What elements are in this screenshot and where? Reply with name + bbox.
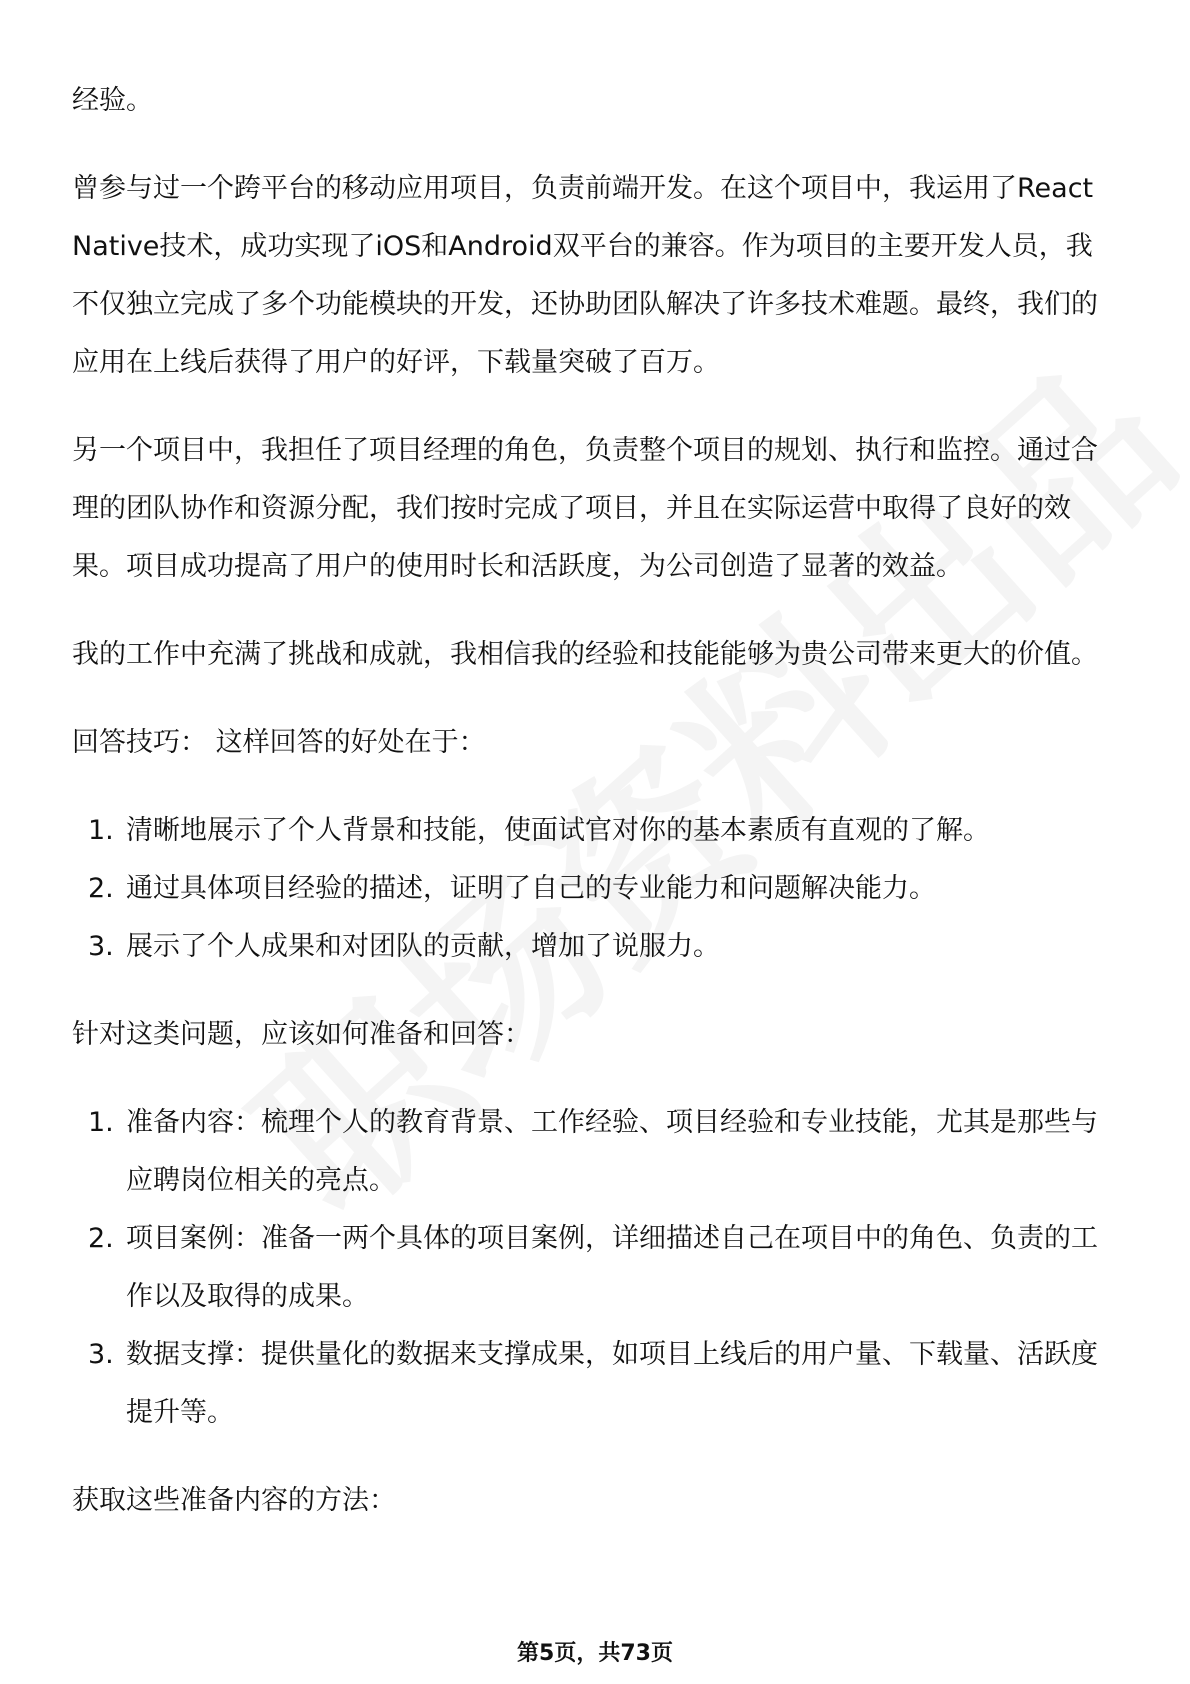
list-number: 3. bbox=[88, 1339, 114, 1370]
list-number: 1. bbox=[88, 815, 114, 846]
paragraph-project-manager: 另一个项目中，我担任了项目经理的角色，负责整个项目的规划、执行和监控。通过合理的团队协作和资源分配，我们按时完成了项目，并且在实际运营中取得了良好的效果。项目成功提高了用户的使用时长和活跃度，为公司创造了显著的效益。 bbox=[72, 435, 1098, 582]
prep-heading: 针对这类问题，应该如何准备和回答： bbox=[72, 1019, 531, 1050]
list-item bbox=[72, 1326, 1118, 1442]
document-body bbox=[72, 72, 1118, 1530]
page-number: 第5页，共73页 bbox=[517, 1641, 673, 1666]
list-item bbox=[72, 918, 1118, 976]
list-item bbox=[72, 802, 1118, 860]
list-number: 1. bbox=[88, 1107, 114, 1138]
paragraph-continuation: 经验。 bbox=[72, 85, 153, 116]
list-text: 项目案例：准备一两个具体的项目案例，详细描述自己在项目中的角色、负责的工作以及取得的成果。 bbox=[126, 1223, 1098, 1312]
list-number: 2. bbox=[88, 1223, 114, 1254]
paragraph-conclusion: 我的工作中充满了挑战和成就，我相信我的经验和技能能够为贵公司带来更大的价值。 bbox=[72, 639, 1098, 670]
list-text: 数据支撑：提供量化的数据来支撑成果，如项目上线后的用户量、下载量、活跃度提升等。 bbox=[126, 1339, 1098, 1428]
tips-list bbox=[72, 802, 1118, 976]
list-item bbox=[72, 1094, 1118, 1210]
tips-heading: 回答技巧： 这样回答的好处在于： bbox=[72, 727, 486, 758]
list-text: 清晰地展示了个人背景和技能，使面试官对你的基本素质有直观的了解。 bbox=[126, 815, 990, 846]
list-item bbox=[72, 860, 1118, 918]
list-item bbox=[72, 1210, 1118, 1326]
list-text: 准备内容：梳理个人的教育背景、工作经验、项目经验和专业技能，尤其是那些与应聘岗位相关的亮点。 bbox=[126, 1107, 1098, 1196]
paragraph-project-mobile: 曾参与过一个跨平台的移动应用项目，负责前端开发。在这个项目中，我运用了React Native技术，成功实现了iOS和Android双平台的兼容。作为项目的主要开发人员，我不仅独立完成了多个功能模块的开发，还协助团队解决了许多技术难题。最终，我们的应用在上线后获得了用户的好评，下载量突破了百万。 bbox=[72, 173, 1098, 378]
list-number: 2. bbox=[88, 873, 114, 904]
list-text: 通过具体项目经验的描述，证明了自己的专业能力和问题解决能力。 bbox=[126, 873, 936, 904]
list-number: 3. bbox=[88, 931, 114, 962]
methods-heading: 获取这些准备内容的方法： bbox=[72, 1485, 396, 1516]
list-text: 展示了个人成果和对团队的贡献，增加了说服力。 bbox=[126, 931, 720, 962]
prep-list bbox=[72, 1094, 1118, 1442]
